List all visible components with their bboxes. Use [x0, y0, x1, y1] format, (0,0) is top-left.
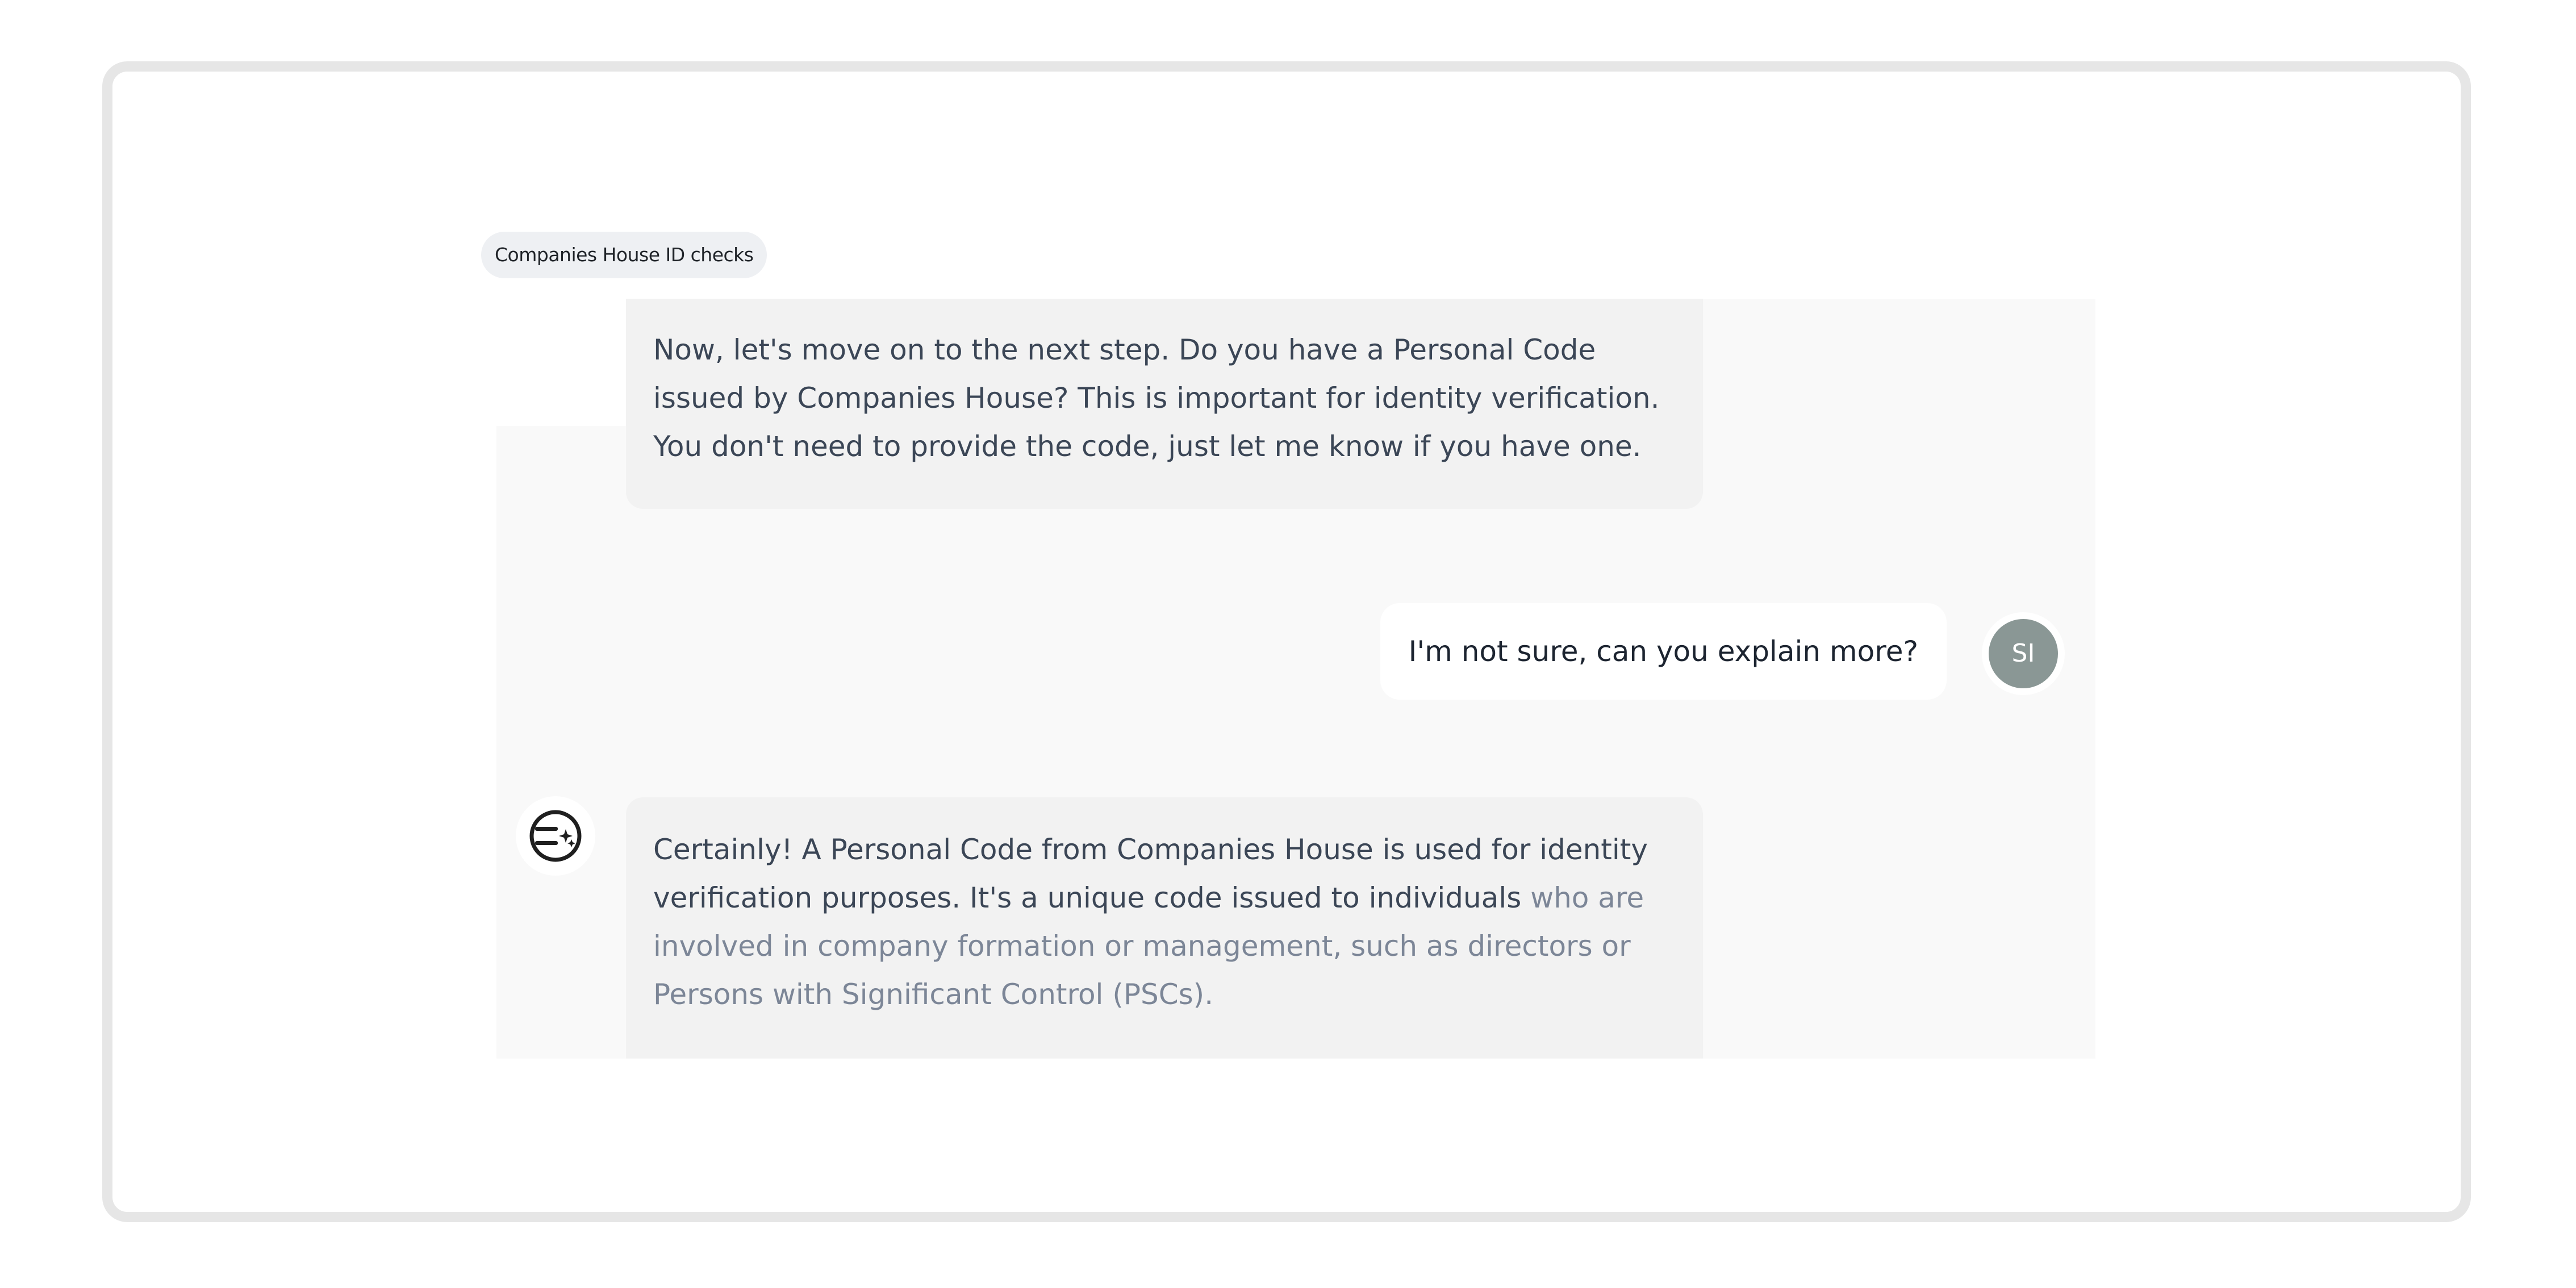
- user-avatar-initials: SI: [1989, 619, 2058, 688]
- chat-thread[interactable]: [496, 299, 2095, 1059]
- assistant-message-text: Now, let's move on to the next step. Do you have a Personal Code issued by Companies House? This is important for identity verification. You don't need to provide the code, just let me know if you have one.: [653, 333, 1660, 463]
- assistant-bot-icon: [516, 796, 595, 876]
- assistant-message-streaming-text: who are involved in company formation or management, such as directors or Persons with Significant Control (PSCs).: [653, 881, 1644, 1011]
- assistant-message-text: Certainly! A Personal Code from Companies House is used for identity verification purposes. It's a unique code issued to individuals: [653, 833, 1648, 914]
- user-message-text: I'm not sure, can you explain more?: [1408, 635, 1918, 668]
- user-avatar: [1982, 612, 2065, 695]
- avatar-placeholder: [496, 299, 626, 426]
- assistant-message: [626, 797, 1703, 1059]
- user-message: [1380, 603, 1947, 700]
- assistant-message: [626, 299, 1703, 509]
- topic-chip[interactable]: Companies House ID checks: [481, 232, 767, 278]
